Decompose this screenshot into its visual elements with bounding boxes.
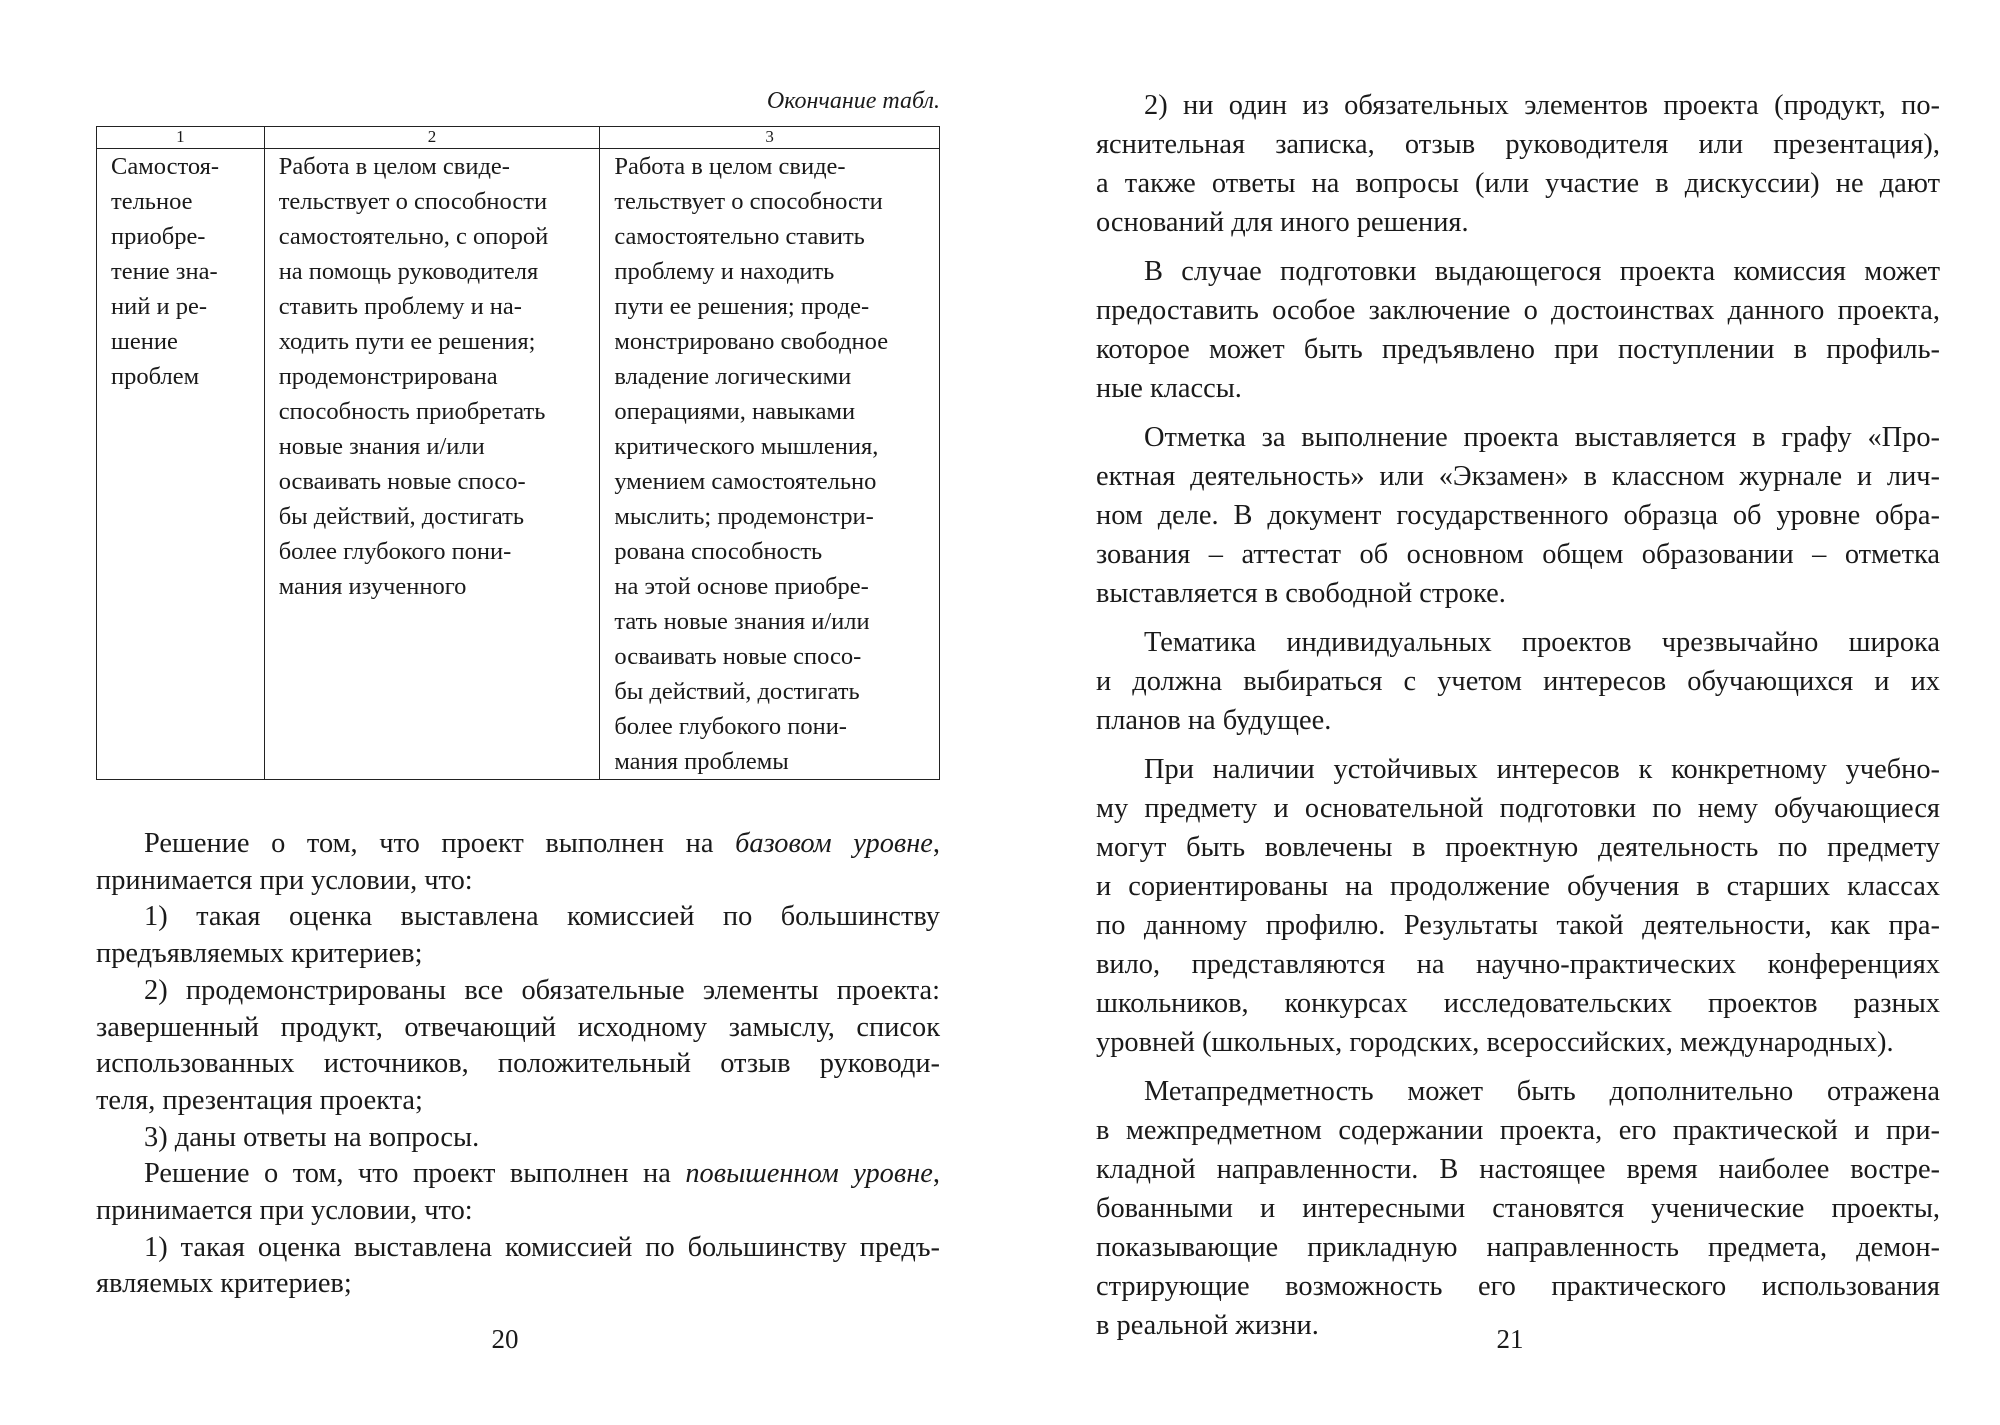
text-line: принимается при условии, что: [96, 864, 473, 896]
table-header-row [97, 127, 940, 149]
cell-line: мания проблемы [614, 748, 789, 775]
column-header: 1 [97, 127, 265, 149]
paragraph [1096, 623, 1940, 740]
page-number-right: 21 [1496, 1324, 1524, 1354]
cell-line: ставить проблему и на- [278, 293, 522, 320]
text-line: 1) такая оценка выставлена комиссией по большинству [144, 901, 940, 933]
emphasis-advanced-level: повышенном уровне [685, 1158, 933, 1190]
paragraph [1096, 1072, 1940, 1345]
cell-line: рована способность [614, 538, 823, 565]
text-line: являемых критериев; [96, 1268, 352, 1300]
right-page [1000, 0, 2000, 1425]
cell-line: владение логическими [614, 363, 852, 390]
table-caption: Окончание табл. [766, 88, 940, 114]
text-line: яснительная записка, отзыв руководителя или презентация), [1096, 129, 1940, 160]
left-body-text [96, 826, 940, 1303]
text-line: В случае подготовки выдающегося проекта комиссия может [1144, 256, 1940, 287]
emphasis-basic-level: базовом уровне [735, 828, 933, 859]
cell-line: операциями, навыками [614, 398, 856, 425]
text-line: выставляется в свободной строке. [1096, 578, 1506, 609]
cell-line: Самостоя- [111, 153, 220, 180]
text-line: завершенный продукт, отвечающий исходному замыслу, список [96, 1011, 940, 1043]
text-line: 2) продемонстрированы все обязательные элементы проекта: [144, 974, 940, 1006]
text-line: и должна выбираться с учетом интересов обучающихся и их [1096, 666, 1940, 697]
cell-line: приобре- [111, 223, 206, 250]
text-line: При наличии устойчивых интересов к конкретному учебно- [1144, 754, 1940, 785]
cell-line: тение зна- [111, 258, 218, 285]
cell-line: самостоятельно ставить [614, 223, 865, 250]
cell-line: способность приобретать [278, 398, 546, 425]
cell-line: осваивать новые спосо- [278, 468, 526, 495]
text-line: в межпредметном содержании проекта, его практической и при- [1096, 1115, 1940, 1146]
text-line: Решение о том, что проект выполнен на базовом уровне, [144, 828, 941, 859]
text-line: ном деле. В документ государственного образца об уровне обра- [1096, 500, 1940, 531]
cell-line: шение [111, 328, 178, 355]
cell-line: бы действий, достигать [278, 503, 524, 530]
cell-line: проблему и находить [614, 258, 835, 285]
text-line: принимается при условии, что: [96, 1195, 473, 1227]
text-line: вило, представляются на научно-практических конференциях [1096, 949, 1940, 980]
text-line: Решение о том, что проект выполнен на повышенном уровне, [144, 1158, 940, 1190]
text-line: Метапредметность может быть дополнительно отражена [1144, 1076, 1940, 1107]
cell-line: Работа в целом свиде- [278, 153, 510, 180]
text-line: 1) такая оценка выставлена комиссией по большинству предъ- [144, 1231, 940, 1263]
text-line: теля, презентация проекта; [96, 1084, 423, 1116]
text-line: ные классы. [1096, 373, 1242, 404]
text-line: кладной направленности. В настоящее время наиболее востре- [1096, 1154, 1940, 1185]
text-line: в реальной жизни. [1096, 1310, 1319, 1341]
text-line: которое может быть предъявлено при поступлении в профиль- [1096, 334, 1940, 365]
cell-line: тельное [111, 188, 193, 215]
cell-line: ходить пути ее решения; [278, 328, 536, 355]
cell-line: более глубокого пони- [614, 713, 847, 740]
cell-line: пути ее решения; проде- [614, 293, 870, 320]
cell-line: мания изученного [278, 573, 467, 600]
cell-line: проблем [111, 363, 200, 390]
text-line: предъявляемых критериев; [96, 938, 423, 970]
table-cell-criterion [97, 149, 265, 780]
text-line: и сориентированы на продолжение обучения в старших классах [1096, 871, 1940, 902]
paragraph [1096, 86, 1940, 242]
cell-line: умением самостоятельно [614, 468, 877, 495]
text-line: Тематика индивидуальных проектов чрезвычайно широка [1144, 627, 1940, 658]
cell-line: монстрировано свободное [614, 328, 889, 355]
paragraph [1096, 252, 1940, 408]
right-body-text [1096, 86, 1940, 1345]
text-line: му предмету и основательной подготовки по нему обучающиеся [1096, 793, 1940, 824]
text-line: школьников, конкурсах исследовательских проектов разных [1096, 988, 1940, 1019]
cell-line: новые знания и/или [278, 433, 485, 460]
cell-line: Работа в целом свиде- [614, 153, 846, 180]
cell-line: критического мышления, [614, 433, 879, 460]
cell-line: на этой основе приобре- [614, 573, 869, 600]
text-line: могут быть вовлечены в проектную деятельность по предмету [1096, 832, 1940, 863]
cell-line: самостоятельно, с опорой [278, 223, 549, 250]
text-line: планов на будущее. [1096, 705, 1332, 736]
text-line: стрирующие возможность его практического использования [1096, 1271, 1940, 1302]
text-line: зования – аттестат об основном общем образовании – отметка [1096, 539, 1940, 570]
text-line: показывающие прикладную направленность предмета, демон- [1096, 1232, 1940, 1263]
paragraph [1096, 750, 1940, 1062]
text-line: 3) даны ответы на вопросы. [144, 1121, 480, 1153]
table-cell-basic-level [264, 149, 600, 780]
cell-line: тельствует о способности [614, 188, 883, 215]
column-header: 3 [600, 127, 940, 149]
text-line: 2) ни один из обязательных элементов проекта (продукт, по- [1144, 90, 1940, 121]
page-number-left: 20 [491, 1324, 519, 1354]
text-line: бованными и интересными становятся ученические проекты, [1096, 1193, 1940, 1224]
text-line: Отметка за выполнение проекта выставляется в графу «Про- [1144, 422, 1940, 453]
criteria-table [96, 126, 940, 780]
text-line: а также ответы на вопросы (или участие в дискуссии) не дают [1096, 168, 1940, 199]
text-line: предоставить особое заключение о достоинствах данного проекта, [1096, 295, 1940, 326]
text-line: уровней (школьных, городских, всероссийских, международных). [1096, 1027, 1894, 1058]
paragraph [1096, 418, 1940, 613]
cell-line: продемонстрирована [278, 363, 498, 390]
text-line: оснований для иного решения. [1096, 207, 1469, 238]
cell-line: мыслить; продемонстри- [614, 503, 874, 530]
column-header: 2 [264, 127, 600, 149]
cell-line: тельствует о способности [278, 188, 548, 215]
cell-line: осваивать новые спосо- [614, 643, 862, 670]
text-line: ектная деятельность» или «Экзамен» в классном журнале и лич- [1096, 461, 1940, 492]
cell-line: тать новые знания и/или [614, 608, 870, 635]
cell-line: на помощь руководителя [278, 258, 539, 285]
cell-line: более глубокого пони- [278, 538, 512, 565]
table-cell-advanced-level [600, 149, 940, 780]
cell-line: бы действий, достигать [614, 678, 860, 705]
text-line: использованных источников, положительный отзыв руководи- [96, 1048, 940, 1080]
text-line: по данному профилю. Результаты такой деятельности, как пра- [1096, 910, 1940, 941]
cell-line: ний и ре- [111, 293, 207, 320]
table-row [97, 149, 940, 780]
